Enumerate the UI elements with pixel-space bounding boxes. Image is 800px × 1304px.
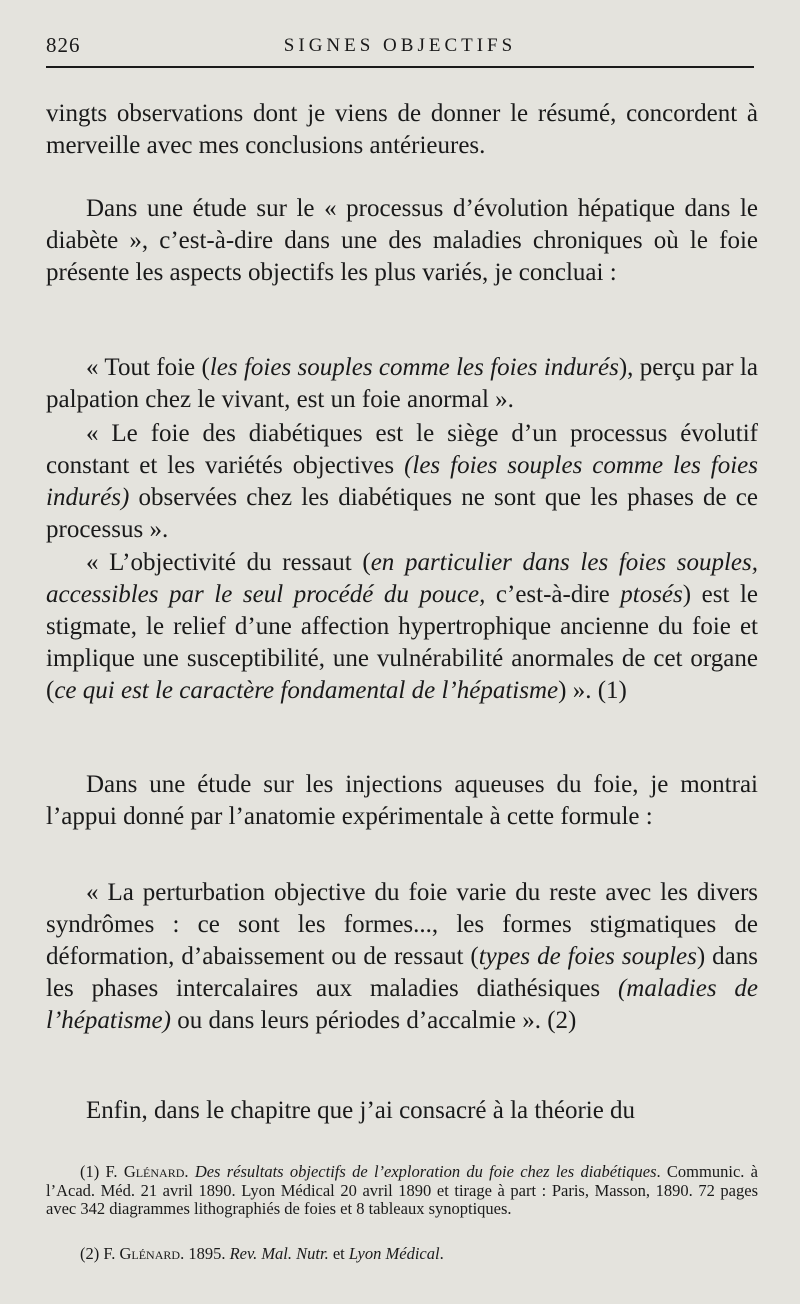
- footnote-number: (2) F.: [80, 1244, 120, 1263]
- italic-run: Rev. Mal. Nutr.: [229, 1244, 329, 1263]
- paragraph-continuation: [46, 98, 758, 162]
- footnote-2: [46, 1245, 758, 1264]
- footnote-author: Glénard: [123, 1162, 185, 1181]
- paragraph-diabetes-study: [46, 193, 758, 289]
- italic-run: ptosés: [620, 581, 683, 608]
- italic-run: les foies souples comme les foies indurés: [209, 354, 619, 381]
- running-title: SIGNES OBJECTIFS: [283, 35, 517, 56]
- text-run: ) dans les phases intercalaires aux maladies diathésiques: [46, 943, 758, 1002]
- page-number: 826: [46, 33, 81, 57]
- italic-run: (les foies souples comme les foies indurés): [46, 452, 759, 511]
- text-run: . Communic. à l’Acad. Méd. 21 avril 1890. Lyon Médical 20 avril 1890 et tirage à part : Paris, Masson, 1890. 72 pages avec 342 diagrammes lithographiés de foies et 8 tableaux synoptiques.: [46, 1162, 759, 1218]
- italic-run: (maladies de l’hépatisme): [46, 975, 758, 1034]
- italic-run: Des résultats objectifs de l’exploration du foie chez les diabétiques: [194, 1162, 657, 1181]
- text-run: Dans une étude sur les injections aqueuses du foie, je montrai l’appui donné par l’anatomie expérimentale à cette formule :: [46, 771, 758, 830]
- text-run: « Le foie des diabétiques est le siège d’un processus évolutif constant et les variétés objectives: [46, 420, 758, 479]
- text-run: . 1895.: [180, 1244, 230, 1263]
- text-run: .: [439, 1244, 444, 1263]
- footnote-number: (1) F.: [80, 1162, 124, 1181]
- text-run: c’est-à-dire: [485, 581, 621, 608]
- text-run: « L’objectivité du ressaut (: [86, 549, 371, 576]
- quote-perturbation-objective: [46, 877, 758, 1037]
- text-run: et: [328, 1244, 349, 1263]
- italic-run: Lyon Médical: [348, 1244, 440, 1263]
- header-rule: [46, 66, 754, 68]
- text-run: Enfin, dans le chapitre que j’ai consacré à la théorie du: [86, 1097, 636, 1124]
- text-run: ) est le stigmate, le relief d’une affection hypertrophique ancienne du foie et implique une susceptibilité, une vulnérabilité anormales de cet organe (: [46, 581, 758, 704]
- paragraph-injections-aqueuses: [46, 769, 758, 833]
- quote-foie-diabetiques: [46, 418, 758, 546]
- italic-run: types de foies souples: [478, 943, 697, 970]
- text-run: observées chez les diabétiques ne sont que les phases de ce processus ».: [46, 484, 758, 543]
- paragraph-enfin: [46, 1095, 758, 1127]
- text-run: ), perçu par la palpation chez le vivant, est un foie anormal ».: [46, 354, 758, 413]
- text-run: Dans une étude sur le « processus d’évolution hépatique dans le diabète », c’est-à-dire dans une des maladies chroniques où le foie présente les aspects objectifs les plus variés, je concluai :: [46, 195, 758, 286]
- text-run: ou dans leurs périodes d’accalmie ». (2): [170, 1007, 577, 1034]
- text-run: .: [184, 1162, 195, 1181]
- page-header: [46, 33, 754, 65]
- italic-run: en particulier dans les foies souples, accessibles par le seul procédé du pouce,: [46, 549, 758, 608]
- footnote-author: Glénard: [119, 1244, 181, 1263]
- text-run: vingts observations dont je viens de donner le résumé, concordent à merveille avec mes conclusions antérieures.: [46, 100, 758, 159]
- footnote-1: [46, 1163, 758, 1219]
- italic-run: ce qui est le caractère fondamental de l’hépatisme: [54, 677, 559, 704]
- quote-tout-foie: [46, 352, 758, 416]
- text-run: ) ». (1): [558, 677, 627, 704]
- text-run: « La perturbation objective du foie varie du reste avec les divers syndrômes : ce sont les formes..., les formes stigmatiques de déformation, d’abaissement ou de ressaut (: [46, 879, 758, 970]
- quote-objectivite-ressaut: [46, 547, 758, 707]
- text-run: « Tout foie (: [86, 354, 210, 381]
